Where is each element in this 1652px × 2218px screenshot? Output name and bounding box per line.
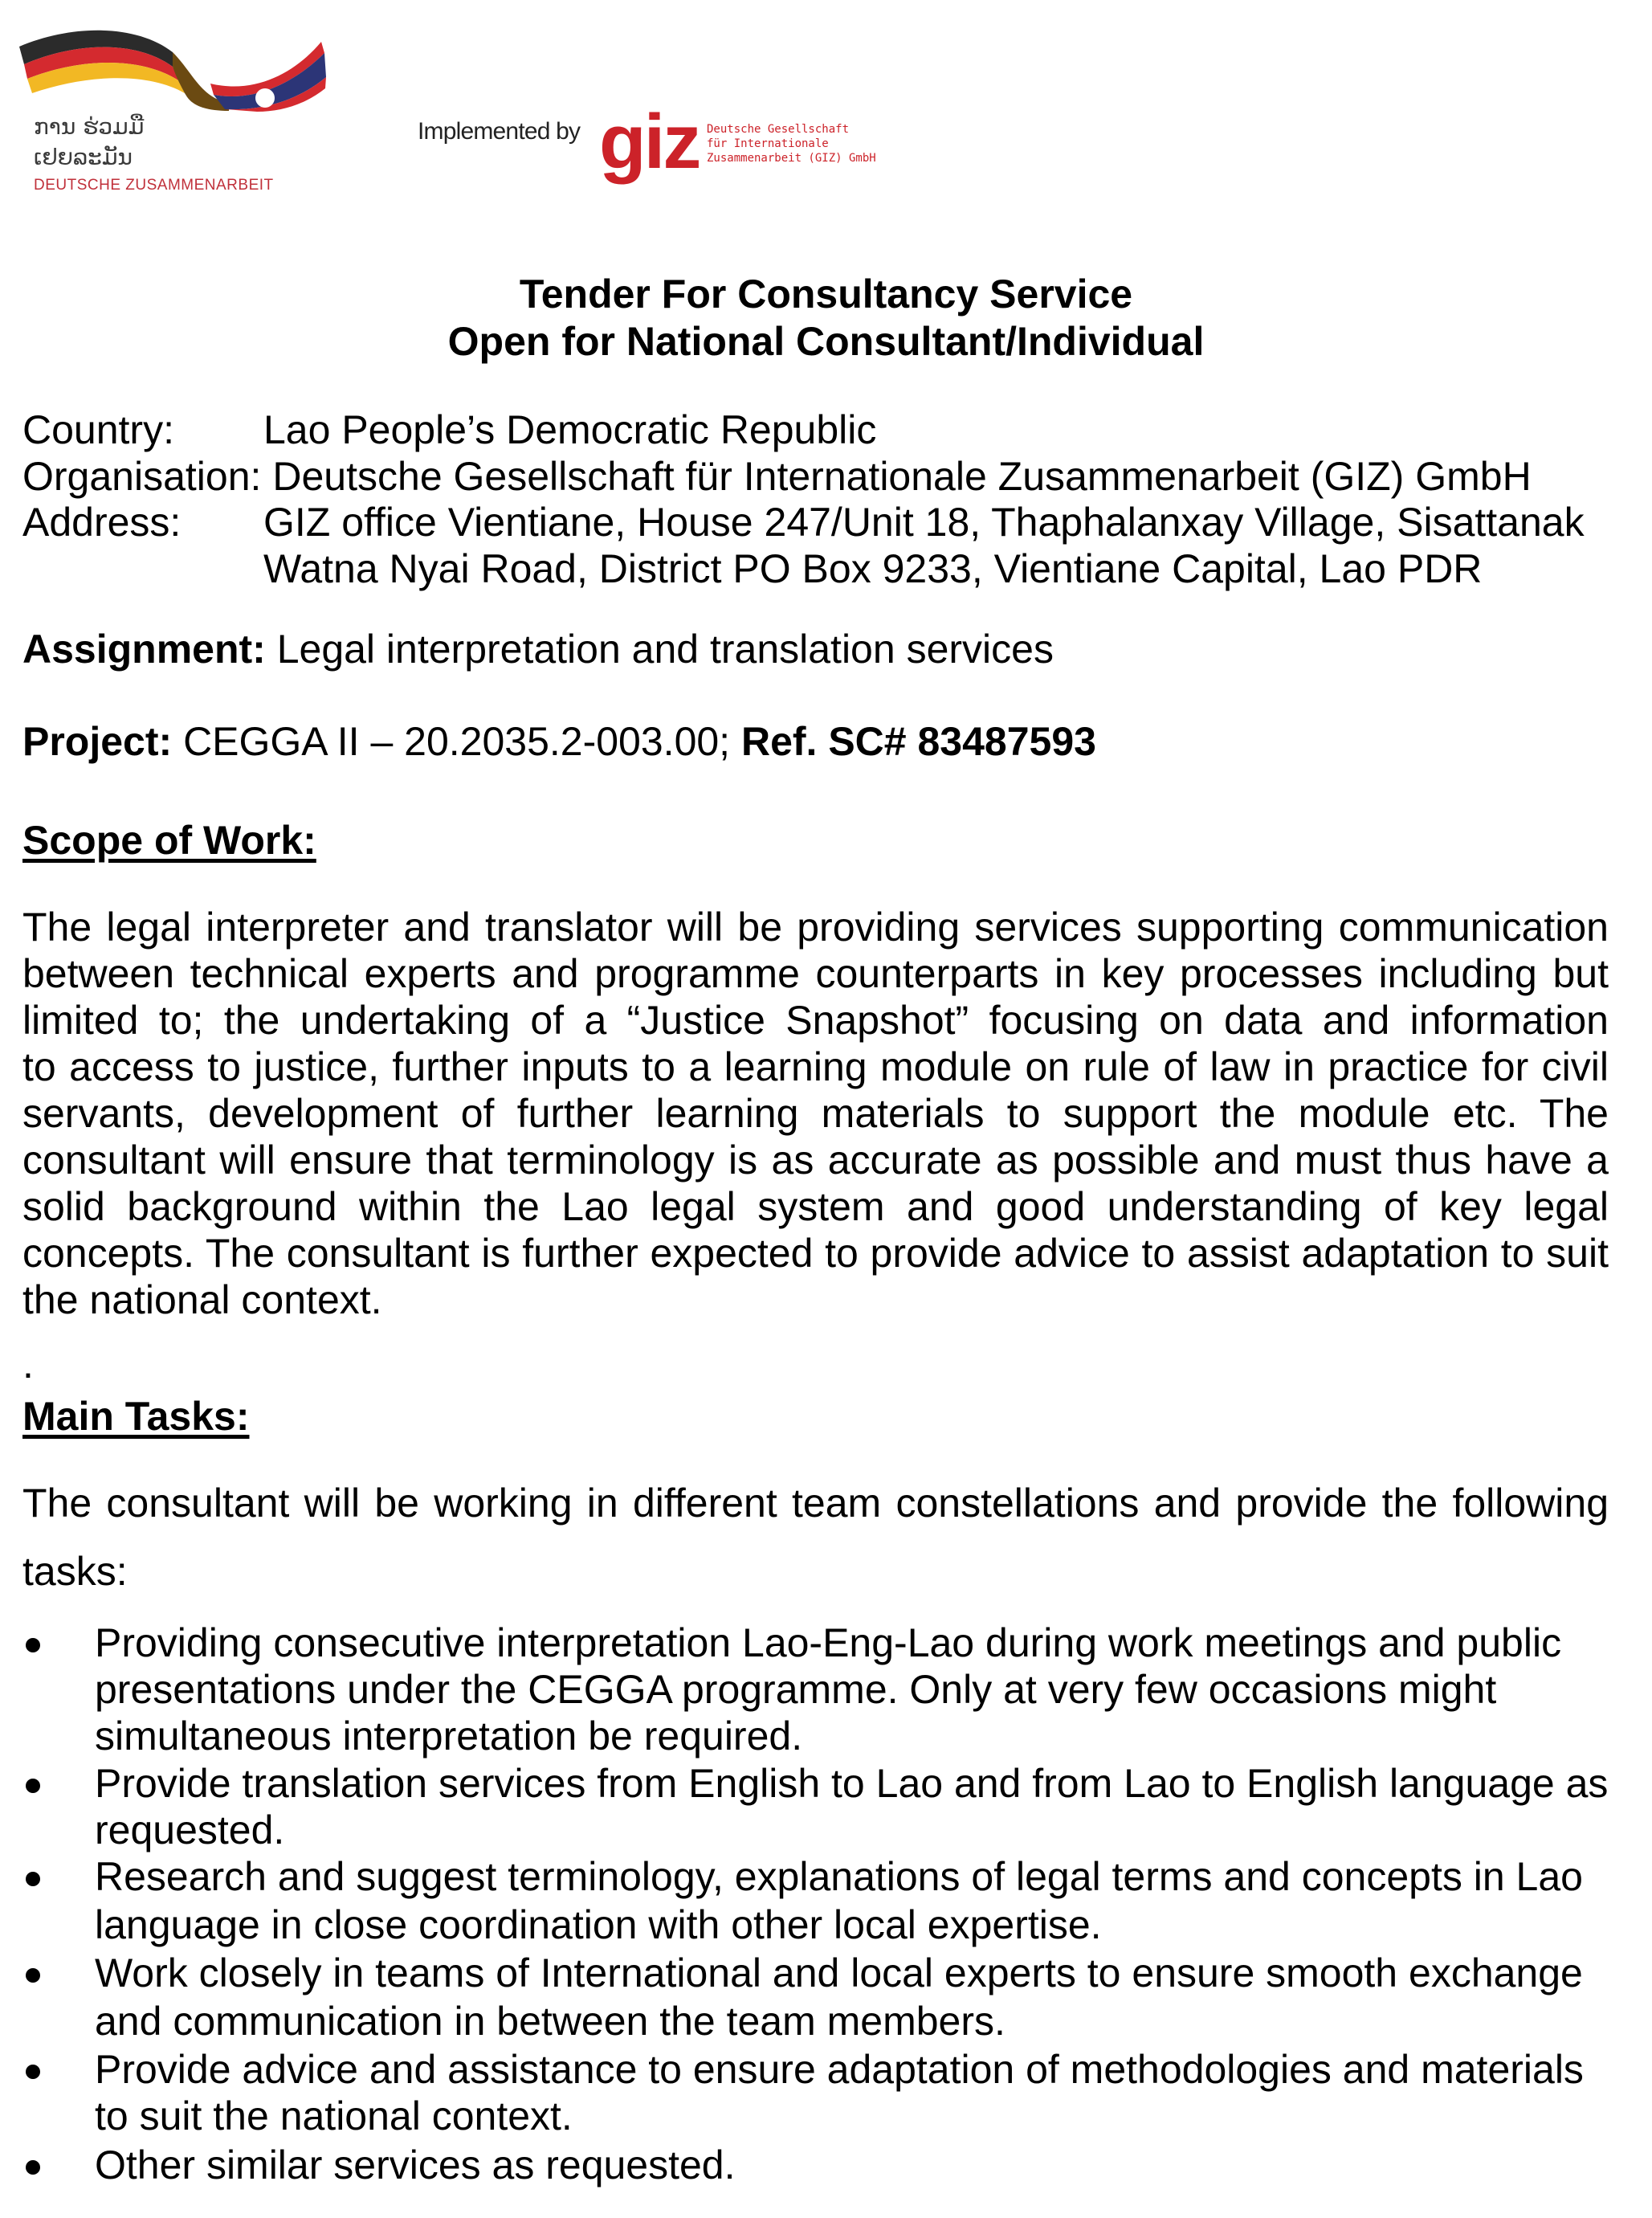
scope-line: The legal interpreter and translator will be providing services supporting communication — [22, 905, 1609, 950]
task-item-continued — [22, 1666, 1609, 1713]
document-title-line2: Open for National Consultant/Individual — [447, 319, 1205, 364]
task-item-line: and communication in between the team members. — [95, 1999, 1005, 2044]
scope-line: between technical experts and programme counterparts in key processes including but — [22, 951, 1609, 996]
task-item — [22, 1853, 1609, 1900]
bullet-icon — [26, 2065, 40, 2079]
task-item — [22, 1620, 1609, 1666]
scope-heading-row — [22, 817, 1609, 864]
project-label: Project: — [22, 719, 173, 764]
address-line1: GIZ office Vientiane, House 247/Unit 18, Thaphalanxay Village, Sisattanak — [263, 500, 1585, 545]
organisation-label: Organisation: — [22, 453, 262, 499]
main-tasks-heading: Main Tasks: — [22, 1394, 250, 1439]
implemented-by-label: Implemented by — [418, 118, 581, 145]
project-value: CEGGA II – 20.2035.2-003.00; — [172, 719, 741, 764]
assignment-label: Assignment: — [22, 627, 266, 672]
scope-line: concepts. The consultant is further expected to provide advice to assist adaptation to suit — [22, 1231, 1609, 1276]
bullet-icon — [26, 2160, 40, 2175]
task-item — [22, 1760, 1609, 1807]
giz-logo-text — [707, 122, 876, 165]
address-row — [22, 500, 1609, 546]
country-label: Country: — [22, 407, 174, 452]
scope-line: solid background within the Lao legal system and good understanding of key legal — [22, 1184, 1609, 1229]
task-item-continued — [22, 1901, 1609, 1948]
project-row — [22, 718, 1609, 765]
scope-line: limited to; the undertaking of a “Justice Snapshot” focusing on data and information — [22, 998, 1609, 1043]
assignment-value: Legal interpretation and translation services — [265, 627, 1054, 672]
task-item-line: to suit the national context. — [95, 2093, 573, 2138]
flag-ribbon-icon — [0, 0, 337, 112]
bullet-icon — [26, 1638, 40, 1652]
bullet-icon — [26, 1872, 40, 1886]
scope-line: servants, development of further learning materials to support the module etc. The — [22, 1091, 1609, 1136]
task-item-line: Providing consecutive interpretation Lao-Eng-Lao during work meetings and public — [95, 1620, 1562, 1665]
main-tasks-intro-line2: tasks: — [22, 1549, 128, 1594]
address-label: Address: — [22, 500, 182, 545]
lao-logo-text-line2: ເຢຍລະມັນ — [34, 144, 133, 170]
details-block — [22, 407, 1609, 592]
document-title-line1: Tender For Consultancy Service — [519, 272, 1133, 317]
main-tasks-intro-line1: The consultant will be working in different team constellations and provide the following — [22, 1481, 1609, 1526]
task-item-continued — [22, 2093, 1609, 2139]
bullet-icon — [26, 1968, 40, 1983]
country-value: Lao People’s Democratic Republic — [263, 407, 877, 452]
giz-logo-line1: Deutsche Gesellschaft — [707, 123, 850, 136]
giz-wordmark: giz — [599, 99, 700, 185]
address-row-continued — [22, 546, 1609, 593]
task-item-continued — [22, 1713, 1609, 1759]
task-item — [22, 2046, 1609, 2093]
stray-dot: . — [22, 1342, 34, 1387]
scope-line: the national context. — [22, 1277, 382, 1322]
scope-line: consultant will ensure that terminology is as accurate as possible and must thus have a — [22, 1138, 1609, 1183]
address-line2: Watna Nyai Road, District PO Box 9233, Vientiane Capital, Lao PDR — [263, 545, 1483, 591]
assignment-row — [22, 626, 1609, 672]
giz-logo-line3: Zusammenarbeit (GIZ) GmbH — [707, 152, 876, 165]
bullet-icon — [26, 1779, 40, 1793]
task-item-line: Research and suggest terminology, explanations of legal terms and concepts in Lao — [95, 1854, 1583, 1899]
task-item-line: requested. — [95, 1807, 285, 1852]
country-row — [22, 407, 1609, 454]
scope-heading: Scope of Work: — [22, 818, 316, 863]
task-item-line: Work closely in teams of International and local experts to ensure smooth exchange — [95, 1950, 1583, 1995]
task-item-line: presentations under the CEGGA programme. Only at very few occasions might — [95, 1667, 1497, 1712]
task-item-line: Provide translation services from English to Lao and from Lao to English language as — [95, 1761, 1609, 1806]
task-item-continued — [22, 1998, 1609, 2044]
task-item-line: simultaneous interpretation be required. — [95, 1714, 803, 1758]
main-tasks-heading-row — [22, 1393, 1609, 1440]
german-cooperation-logo — [0, 0, 337, 209]
scope-line: to access to justice, further inputs to a learning module on rule of law in practice for civil — [22, 1044, 1609, 1089]
logo-caption: DEUTSCHE ZUSAMMENARBEIT — [34, 177, 274, 194]
task-item — [22, 1950, 1609, 1996]
task-item-line: Other similar services as requested. — [95, 2142, 736, 2187]
project-reference: Ref. SC# 83487593 — [740, 719, 1096, 764]
task-item-line: Provide advice and assistance to ensure adaptation of methodologies and materials — [95, 2047, 1584, 2092]
task-item-line: language in close coordination with other local expertise. — [95, 1902, 1102, 1947]
organisation-value: Deutsche Gesellschaft für Internationale Zusammenarbeit (GIZ) GmbH — [272, 453, 1532, 499]
lao-logo-text-line1: ການ ຮ່ວມມື — [34, 113, 145, 140]
task-item — [22, 2142, 1609, 2188]
organisation-row — [22, 454, 1609, 500]
task-item-continued — [22, 1807, 1609, 1853]
giz-logo-line2: für Internationale — [707, 137, 829, 150]
